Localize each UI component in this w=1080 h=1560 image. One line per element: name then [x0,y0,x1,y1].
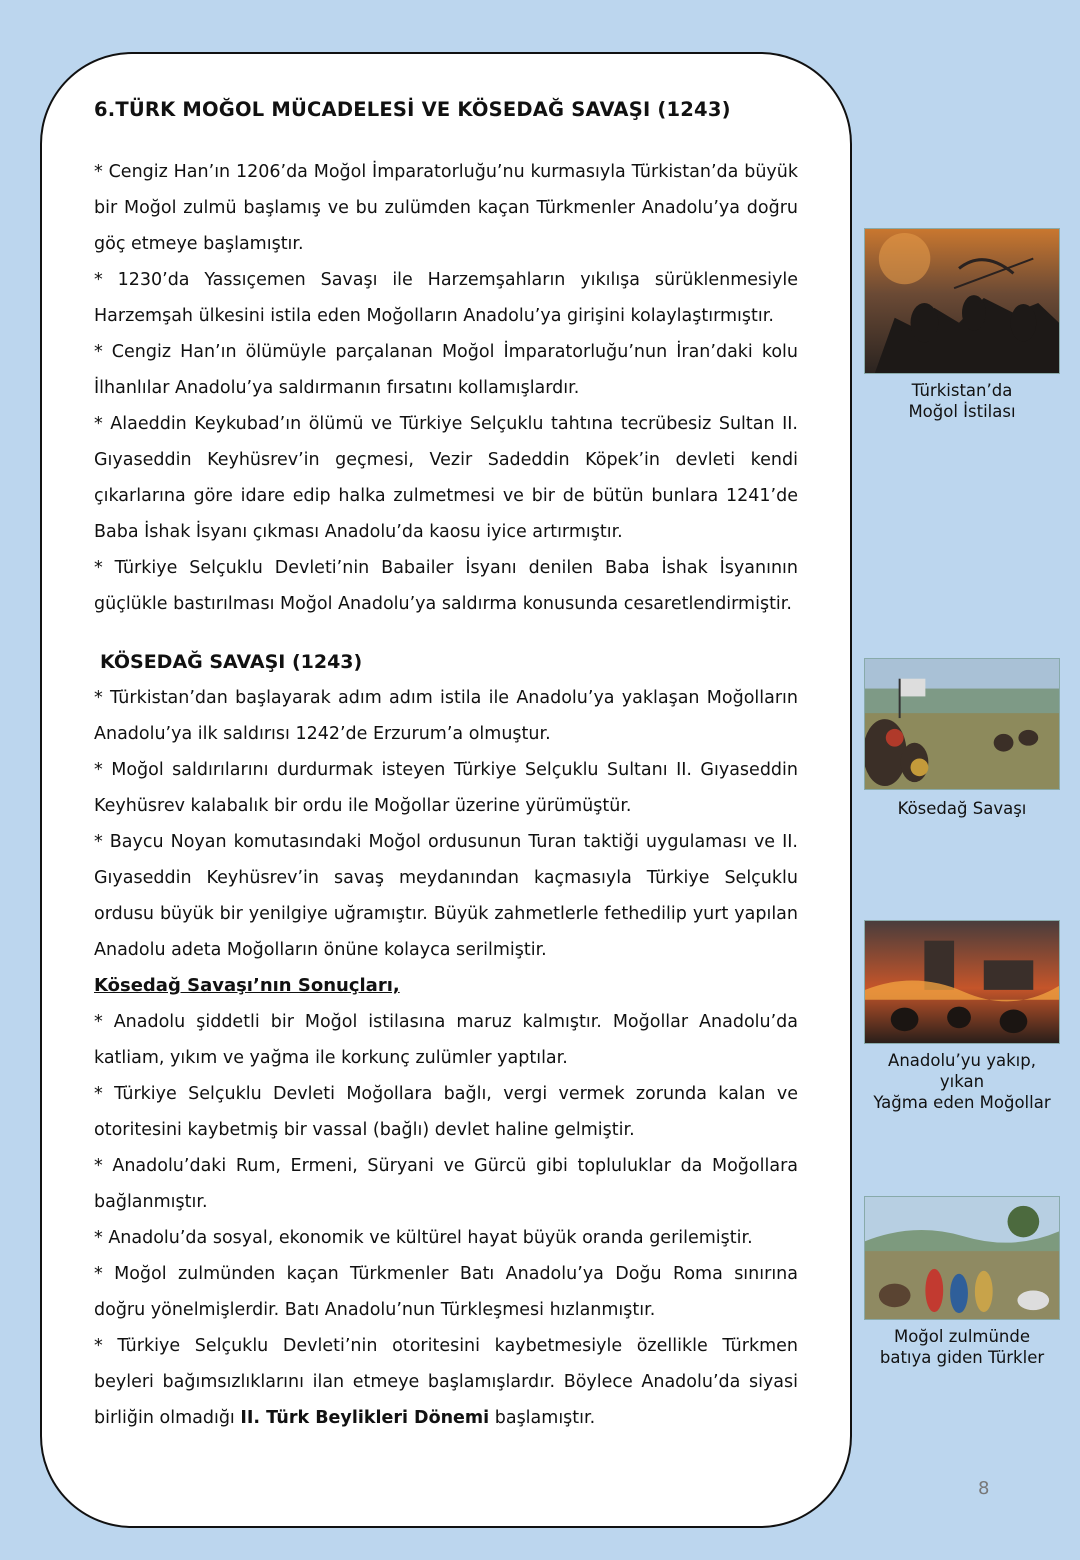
page-title: 6.TÜRK MOĞOL MÜCADELESİ VE KÖSEDAĞ SAVAŞI (1243) [94,98,731,121]
image-turks-migrating-west [864,1196,1060,1368]
image-caption [864,380,1060,422]
caption-line: Moğol İstilası [908,402,1016,421]
migration-illustration [864,1196,1060,1320]
image-mongol-raids [864,920,1060,1113]
battle-heading: KÖSEDAĞ SAVAŞI (1243) [100,651,363,673]
intro-paragraph: * Türkiye Selçuklu Devleti’nin Babailer İsyanı denilen Baba İshak İsyanının güçlükle bastırılması Moğol Anadolu’ya saldırma konusunda cesaretlendirmiştir. [94,558,798,614]
results-paragraph: * Moğol zulmünden kaçan Türkmenler Batı Anadolu’ya Doğu Roma sınırına doğru yönelmişlerdir. Batı Anadolu’nun Türkleşmesi hızlanmıştır. [94,1264,798,1320]
battle-paragraph: * Moğol saldırılarını durdurmak isteyen Türkiye Selçuklu Sultanı II. Gıyaseddin Keyhüsrev kalabalık bir ordu ile Moğollar üzerine yürümüştür. [94,760,798,816]
caption-line: Türkistan’da [911,381,1013,400]
results-paragraph: * Anadolu’da sosyal, ekonomik ve kültürel hayat büyük oranda gerilemiştir. [94,1228,753,1248]
results-paragraph: * Anadolu’daki Rum, Ermeni, Süryani ve Gürcü gibi topluluklar da Moğollara bağlanmıştır. [94,1156,798,1212]
image-mongol-invasion [864,228,1060,422]
results-paragraph: * Türkiye Selçuklu Devleti Moğollara bağlı, vergi vermek zorunda kalan ve otoritesini kaybetmiş bir vassal (bağlı) devlet haline gelmiştir. [94,1084,798,1140]
caption-line: Yağma eden Moğollar [873,1093,1051,1112]
mongol-raids-illustration [864,920,1060,1044]
mongol-invasion-illustration [864,228,1060,374]
main-content [94,96,798,1436]
intro-paragraph: * 1230’da Yassıçemen Savaşı ile Harzemşahların yıkılışa sürüklenmesiyle Harzemşah ülkesini istila eden Moğolların Anadolu’ya girişini kolaylaştırmıştır. [94,270,798,326]
results-paragraph: * Anadolu şiddetli bir Moğol istilasına maruz kalmıştır. Moğollar Anadolu’da katliam, yıkım ve yağma ile korkunç zulümler yaptılar. [94,1012,798,1068]
intro-paragraph: * Cengiz Han’ın 1206’da Moğol İmparatorluğu’nu kurmasıyla Türkistan’da büyük bir Moğol zulmü başlamış ve bu zulümden kaçan Türkmenler Anadolu’ya doğru göç etmeye başlamıştır. [94,162,798,254]
caption-line: Anadolu’yu yakıp, yıkan [888,1051,1036,1091]
battle-paragraph: * Türkistan’dan başlayarak adım adım istila ile Anadolu’ya yaklaşan Moğolların Anadolu’ya ilk saldırısı 1242’de Erzurum’a olmuştur. [94,688,798,744]
image-kosedag-battle [864,658,1060,819]
battle-paragraph: * Baycu Noyan komutasındaki Moğol ordusunun Turan taktiği uygulaması ve II. Gıyaseddin Keyhüsrev’in savaş meydanından kaçmasıyla Türkiye Selçuklu ordusu büyük bir yenilgiye uğramıştır. Büyük zahmetlerle fethedilip yurt yapılan Anadolu adeta Moğolların önüne kolayca serilmiştir. [94,832,798,960]
results-final-paragraph [94,1328,798,1436]
image-caption [864,1326,1060,1368]
beylikler-period-bold: II. Türk Beylikleri Dönemi [240,1408,490,1428]
intro-paragraph: * Alaeddin Keykubad’ın ölümü ve Türkiye Selçuklu tahtına tecrübesiz Sultan II. Gıyaseddin Keyhüsrev’in geçmesi, Vezir Sadeddin Köpek’in devleti kendi çıkarlarına göre idare edip halka zulmetmesi ve bir de bütün bunlara 1241’de Baba İshak İsyanı çıkması Anadolu’da kaosu iyice artırmıştır. [94,414,798,542]
image-caption [864,798,1060,819]
caption-line: Kösedağ Savaşı [897,799,1027,818]
kosedag-battle-illustration [864,658,1060,790]
caption-line: Moğol zulmünde [893,1327,1031,1346]
image-caption [864,1050,1060,1113]
caption-line: batıya giden Türkler [879,1348,1045,1367]
final-text-before: * Türkiye Selçuklu Devleti’nin otoritesini kaybetmesiyle özellikle Türkmen beyleri bağımsızlıklarını ilan etmeye başlamışlardır. Böylece Anadolu’da siyasi birliğin olmadığı [94,1336,798,1428]
page-number: 8 [978,1478,990,1499]
intro-paragraph: * Cengiz Han’ın ölümüyle parçalanan Moğol İmparatorluğu’nun İran’daki kolu İlhanlılar Anadolu’ya saldırmanın fırsatını kollamışlardır. [94,342,798,398]
results-heading: Kösedağ Savaşı’nın Sonuçları, [94,975,400,996]
final-text-after: başlamıştır. [489,1408,596,1428]
